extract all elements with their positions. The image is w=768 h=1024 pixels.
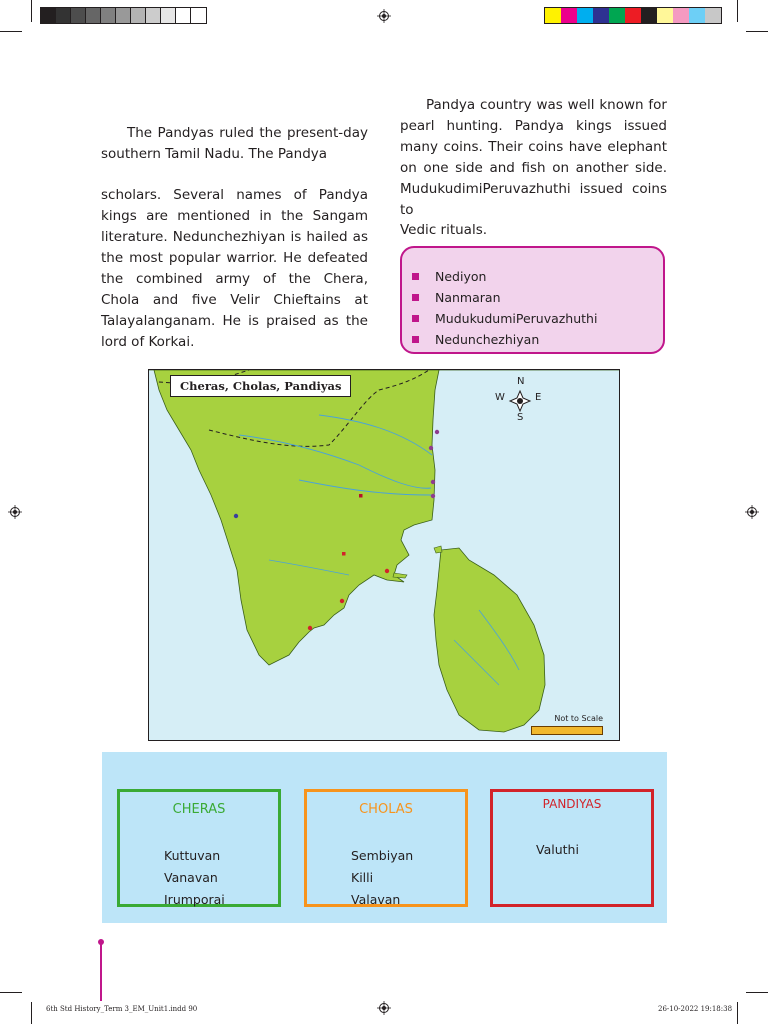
cholas-titles [351,845,413,911]
list-item: MudukudumiPeruvazhuthi [412,308,663,329]
crop-mark [31,1002,32,1024]
left-paragraph-2: scholars. Several names of Pandya kings are mentioned in the Sangam literature. Nedunchezhiyan is hailed as the most popular warrior. He defeated the combined army of the Chera, Chola and five Velir Chieftains at Talayalanganam. He is praised as the lord of Korkai. [101,187,368,350]
list-item: Vanavan [164,870,218,885]
crop-mark [0,992,22,993]
pandiyas-box [490,789,654,907]
list-item: Nedunchezhiyan [412,329,663,350]
scale-bar [531,726,603,735]
footer-file-info: 6th Std History_Term 3_EM_Unit1.indd 90 [46,1005,198,1013]
right-paragraph-1: Pandya country was well known for pearl hunting. Pandya kings issued many coins. Their coins have elephant on one side and fish on another side. MudukudimiPeruvazhuthi issued coins to [400,97,667,218]
list-item: Valuthi [536,842,579,857]
list-item: Nanmaran [412,287,663,308]
registration-mark-icon [8,505,22,519]
registration-mark-icon [377,1001,391,1015]
bullet-square-icon [412,273,419,280]
color-calibration-strip [544,7,722,24]
footer-timestamp: 26-10-2022 19:18:38 [658,1005,733,1013]
registration-mark-icon [377,9,391,23]
list-item: Irumporai [164,892,225,907]
list-item: Kuttuvan [164,848,221,863]
bullet-square-icon [412,315,419,322]
crop-mark [737,0,738,22]
compass-west-label: W [495,392,505,403]
bullet-square-icon [412,294,419,301]
crop-mark [746,31,768,32]
page-edge-dot [98,939,104,945]
registration-mark-icon [745,505,759,519]
crop-mark [31,0,32,22]
compass-south-label: S [517,412,524,423]
pandya-kings-box [400,246,665,354]
list-item: Valavan [351,892,401,907]
bullet-square-icon [412,336,419,343]
page-edge-line [100,941,102,1001]
list-item: Nediyon [412,266,663,287]
crop-mark [0,31,22,32]
pandiyas-heading: PANDIYAS [542,797,602,811]
scale-note: Not to Scale [554,714,603,723]
left-paragraph-1: The Pandyas ruled the present-day southern Tamil Nadu. The Pandya [101,125,368,162]
pandiyas-titles [536,839,579,861]
list-item: Sembiyan [351,848,414,863]
map-drawing [149,370,619,740]
list-item: Killi [351,870,374,885]
right-paragraph-2: Vedic rituals. [400,222,488,238]
map [148,369,620,741]
cholas-heading: CHOLAS [359,802,413,817]
cheras-heading: CHERAS [172,802,226,817]
map-title: Cheras, Cholas, Pandiyas [170,375,351,397]
cholas-box [304,789,468,907]
cheras-titles [164,845,225,911]
crop-mark [737,1002,738,1024]
compass-north-label: N [517,376,525,387]
dynasty-titles-panel [102,752,667,923]
crop-mark [746,992,768,993]
cheras-box [117,789,281,907]
compass-east-label: E [535,392,542,403]
grey-calibration-strip [40,7,207,24]
